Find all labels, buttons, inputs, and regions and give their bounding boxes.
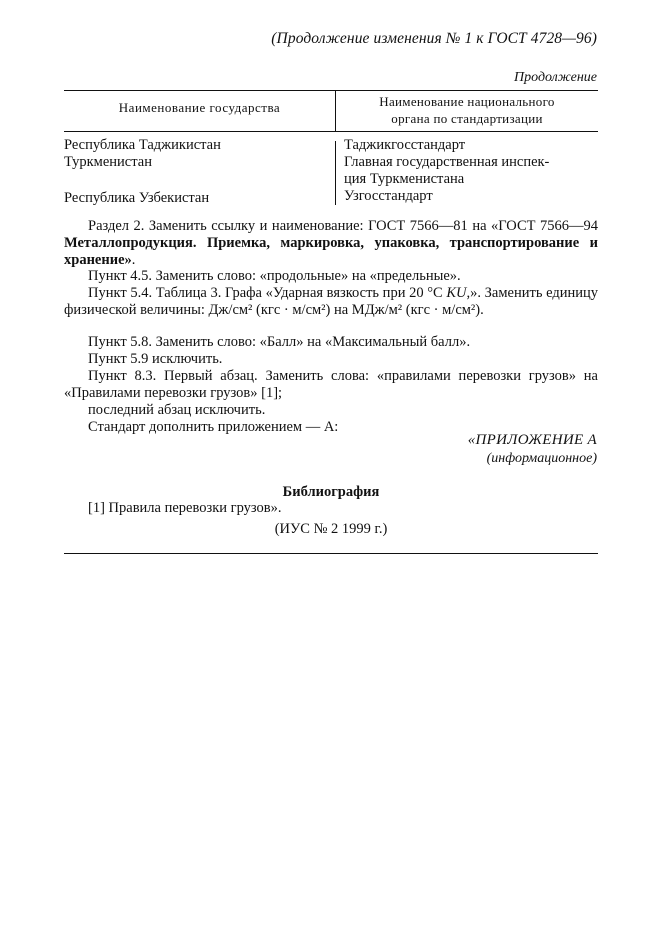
table-cell-body: ция Туркменистана <box>344 171 465 187</box>
appendix-title: «ПРИЛОЖЕНИЕ А <box>467 432 597 448</box>
table-header-body-line2: органа по стандартизации <box>391 111 543 126</box>
table-header-state: Наименование государства <box>118 100 281 115</box>
paragraph-item-4-5: Пункт 4.5. Заменить слово: «продольные» на «предельные». <box>88 268 461 284</box>
table-cell-state: Республика Узбекистан <box>64 190 210 206</box>
table-cell-state: Республика Таджикистан <box>64 137 221 153</box>
table-top-rule <box>64 90 598 91</box>
paragraph-last-abzac: последний абзац исключить. <box>88 402 266 418</box>
item54-part-a: Пункт 5.4. Таблица 3. Графа «Ударная вязкость при 20 °C <box>88 285 447 301</box>
table-cell-state: Туркменистан <box>64 154 152 170</box>
paragraph-append: Стандарт дополнить приложением — А: <box>88 419 339 435</box>
bibliography-title: Библиография <box>282 484 380 500</box>
table-header-body-line1: Наименование национального <box>379 94 555 109</box>
page-header-note: (Продолжение изменения № 1 к ГОСТ 4728—96) <box>271 30 597 47</box>
section2-bold-title: Металлопродукция. Приемка, маркировка, упаковка, транспортирование и хранение» <box>64 235 598 268</box>
paragraph-item-5-4 <box>64 285 598 319</box>
appendix-subtitle: (информационное) <box>486 451 597 466</box>
paragraph-section-2 <box>64 218 598 269</box>
item54-ku-symbol: KU <box>446 285 467 301</box>
item54-part-b: ,». Заменить единицу физической величины: Дж/см² (кгс · м/см²) на МДж/м² (кгс · м/см²). <box>64 285 598 318</box>
table-cell-body: Главная государственная инспек- <box>344 154 550 170</box>
paragraph-item-5-8: Пункт 5.8. Заменить слово: «Балл» на «Максимальный балл». <box>88 334 471 350</box>
continuation-label: Продолжение <box>514 70 597 85</box>
closing-rule <box>64 553 598 554</box>
paragraph-item-5-9: Пункт 5.9 исключить. <box>88 351 223 367</box>
table-header-body <box>336 93 598 127</box>
table-cell-body: Таджикгосстандарт <box>344 137 466 153</box>
table-cell-body: Узгосстандарт <box>344 188 433 204</box>
ius-reference: (ИУС № 2 1999 г.) <box>274 521 388 537</box>
table-body-divider <box>335 141 336 205</box>
section2-suffix: . <box>131 252 136 268</box>
paragraph-item-8-3: Пункт 8.3. Первый абзац. Заменить слова: «правилами перевозки грузов» на «Правилами перевозки грузов» [1]; <box>64 368 598 401</box>
bibliography-item: [1] Правила перевозки грузов». <box>88 500 282 516</box>
table-header-rule <box>64 131 598 132</box>
section2-prefix: Раздел 2. Заменить ссылку и наименование: ГОСТ 7566—81 на «ГОСТ 7566—94 <box>88 218 598 234</box>
